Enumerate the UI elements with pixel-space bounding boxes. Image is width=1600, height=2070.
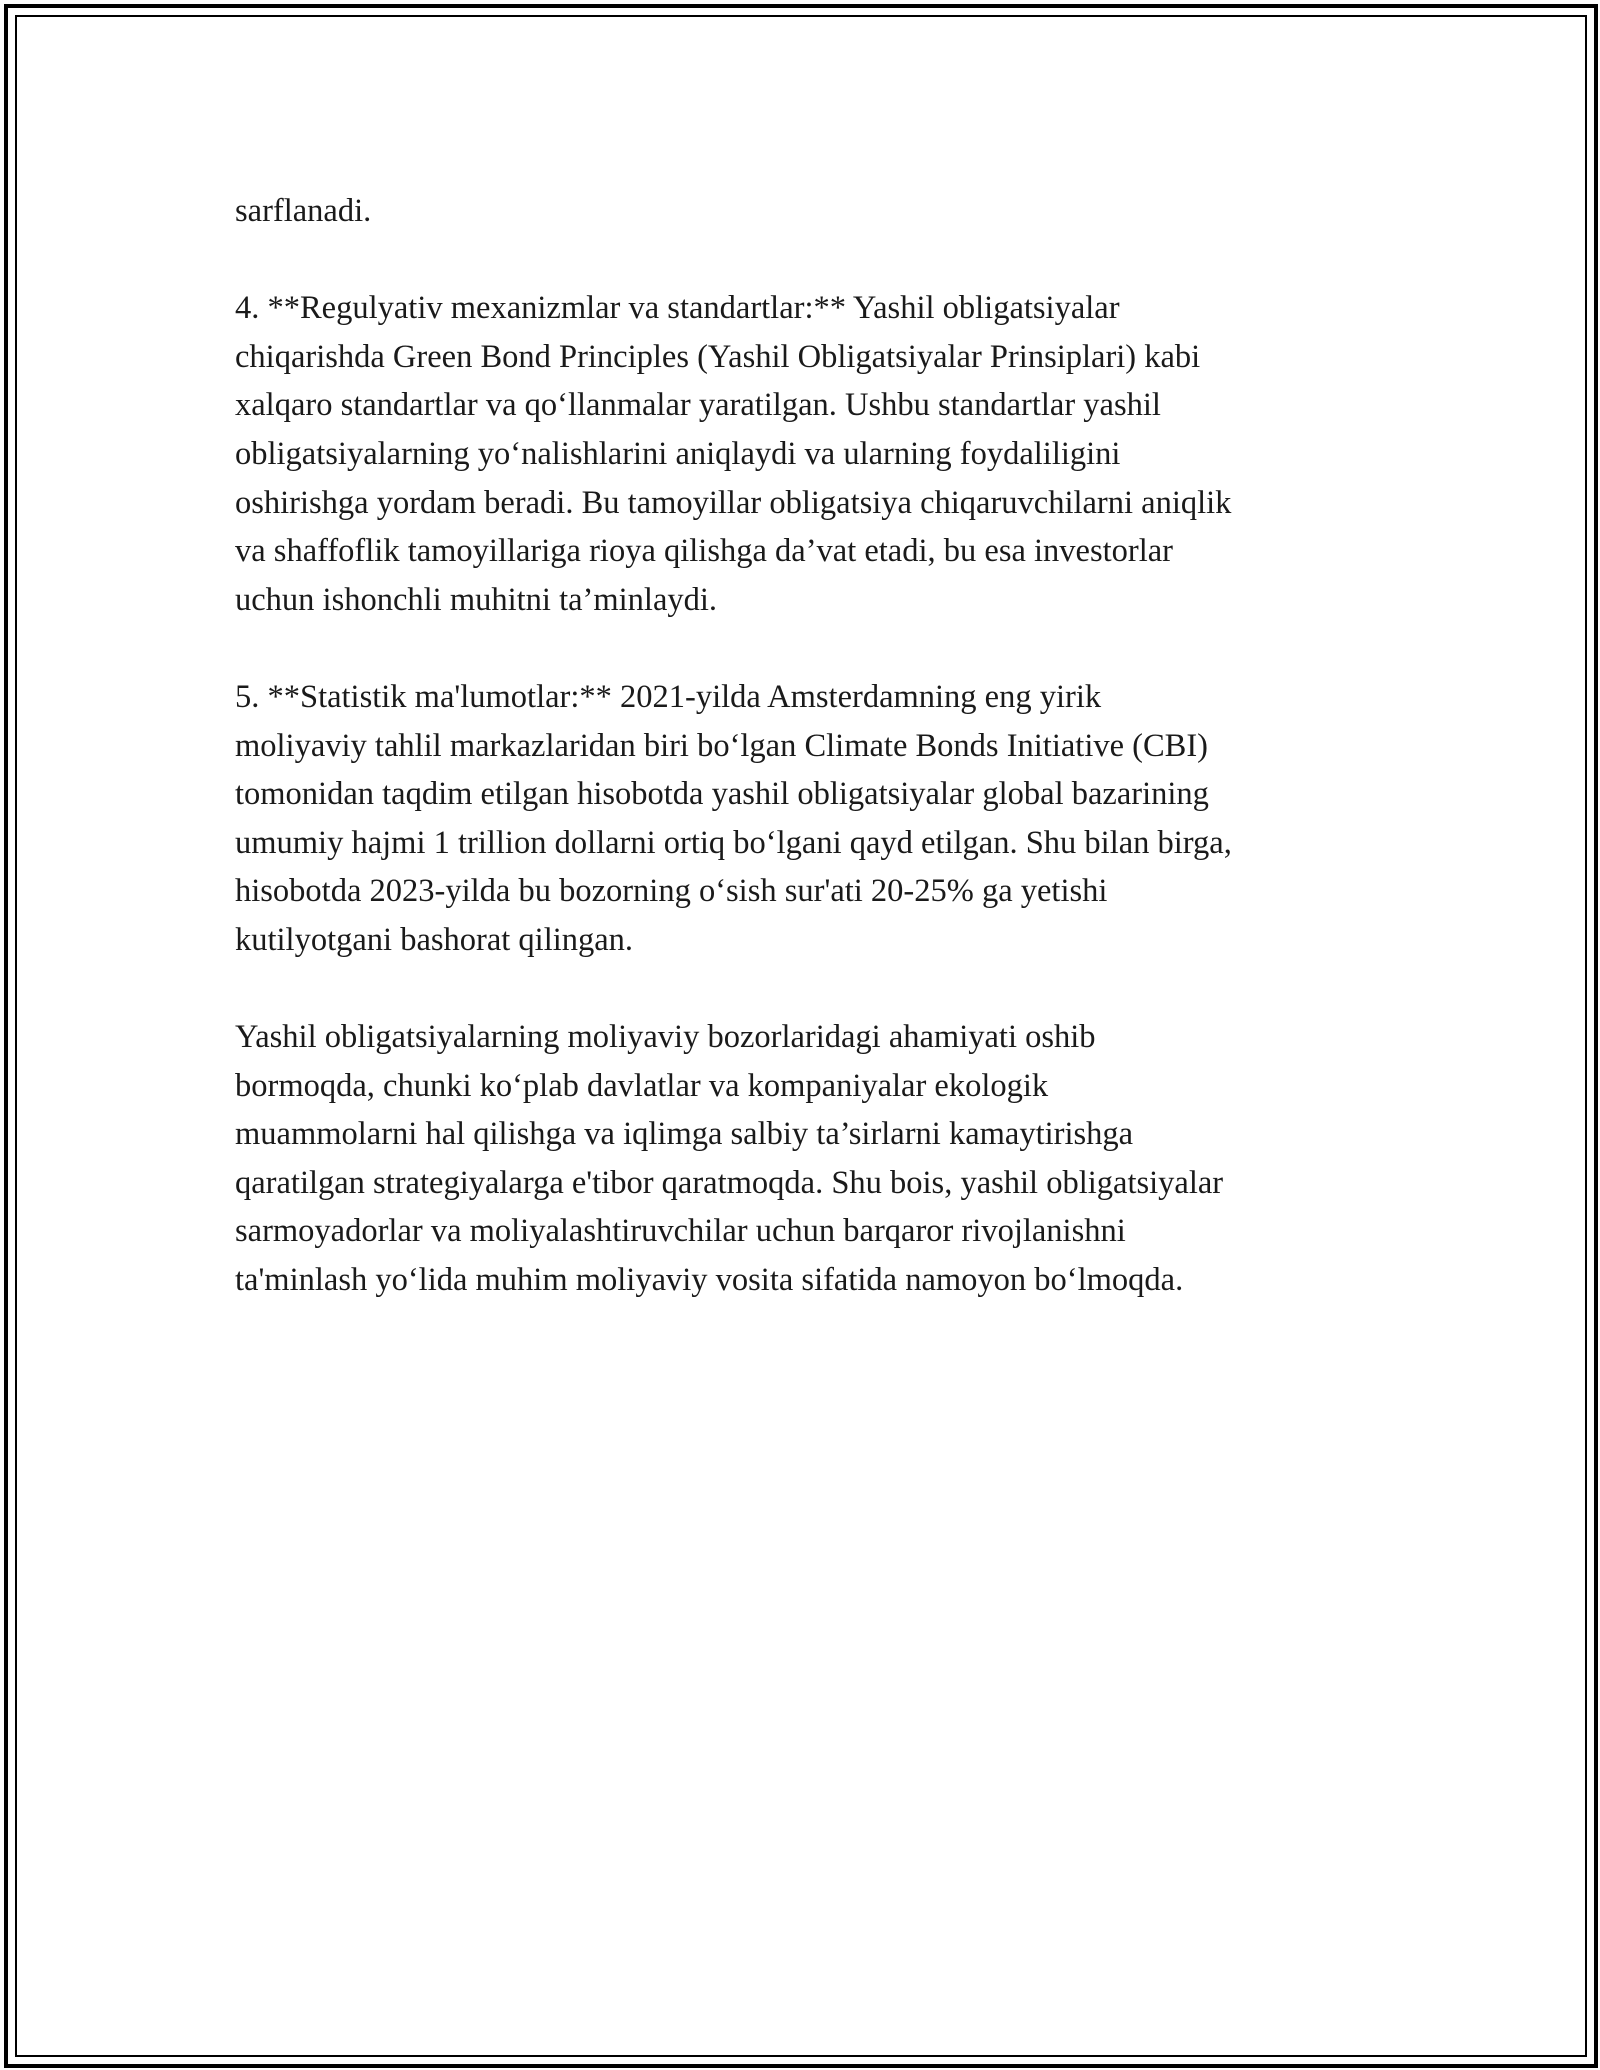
paragraph-statistics: 5. **Statistik ma'lumotlar:** 2021-yilda Amsterdamning eng yirik moliyaviy tahlil markazlaridan biri bo‘lgan Climate Bonds Initiative (CBI) tomonidan taqdim etilgan hisobotda yashil obligatsiyalar global bazarining umumiy hajmi 1 trillion dollarni ortiq bo‘lgani qayd etilgan. Shu bilan birga, hisobotda 2023-yilda bu bozorning o‘sish sur'ati 20-25% ga yetishi kutilyotgani bashorat qilingan. (235, 678, 1232, 958)
paragraph-regulatory-mechanisms: 4. **Regulyativ mexanizmlar va standartlar:** Yashil obligatsiyalar chiqarishda Green Bond Principles (Yashil Obligatsiyalar Prinsiplari) kabi xalqaro standartlar va qo‘llanmalar yaratilgan. Ushbu standartlar yashil obligatsiyalarning yo‘nalishlarini aniqlaydi va ularning foydaliligini oshirishga yordam beradi. Bu tamoyillar obligatsiya chiqaruvchilarni aniqlik va shaffoflik tamoyillariga rioya qilishga da’vat etadi, bu esa investorlar uchun ishonchli muhitni ta’minlaydi. (235, 290, 1232, 618)
paragraph-conclusion: Yashil obligatsiyalarning moliyaviy bozorlaridagi ahamiyati oshib bormoqda, chunki ko‘plab davlatlar va kompaniyalar ekologik muammolarni hal qilishga va iqlimga salbiy ta’sirlarni kamaytirishga qaratilgan strategiyalarga e'tibor qaratmoqda. Shu bois, yashil obligatsiyalar sarmoyadorlar va moliyalashtiruvchilar uchun barqaror rivojlanishni ta'minlash yo‘lida muhim moliyaviy vosita sifatida namoyon bo‘lmoqda. (235, 1019, 1224, 1299)
paragraph-continuation: sarflanadi. (235, 193, 372, 229)
document-body (235, 187, 1375, 1353)
